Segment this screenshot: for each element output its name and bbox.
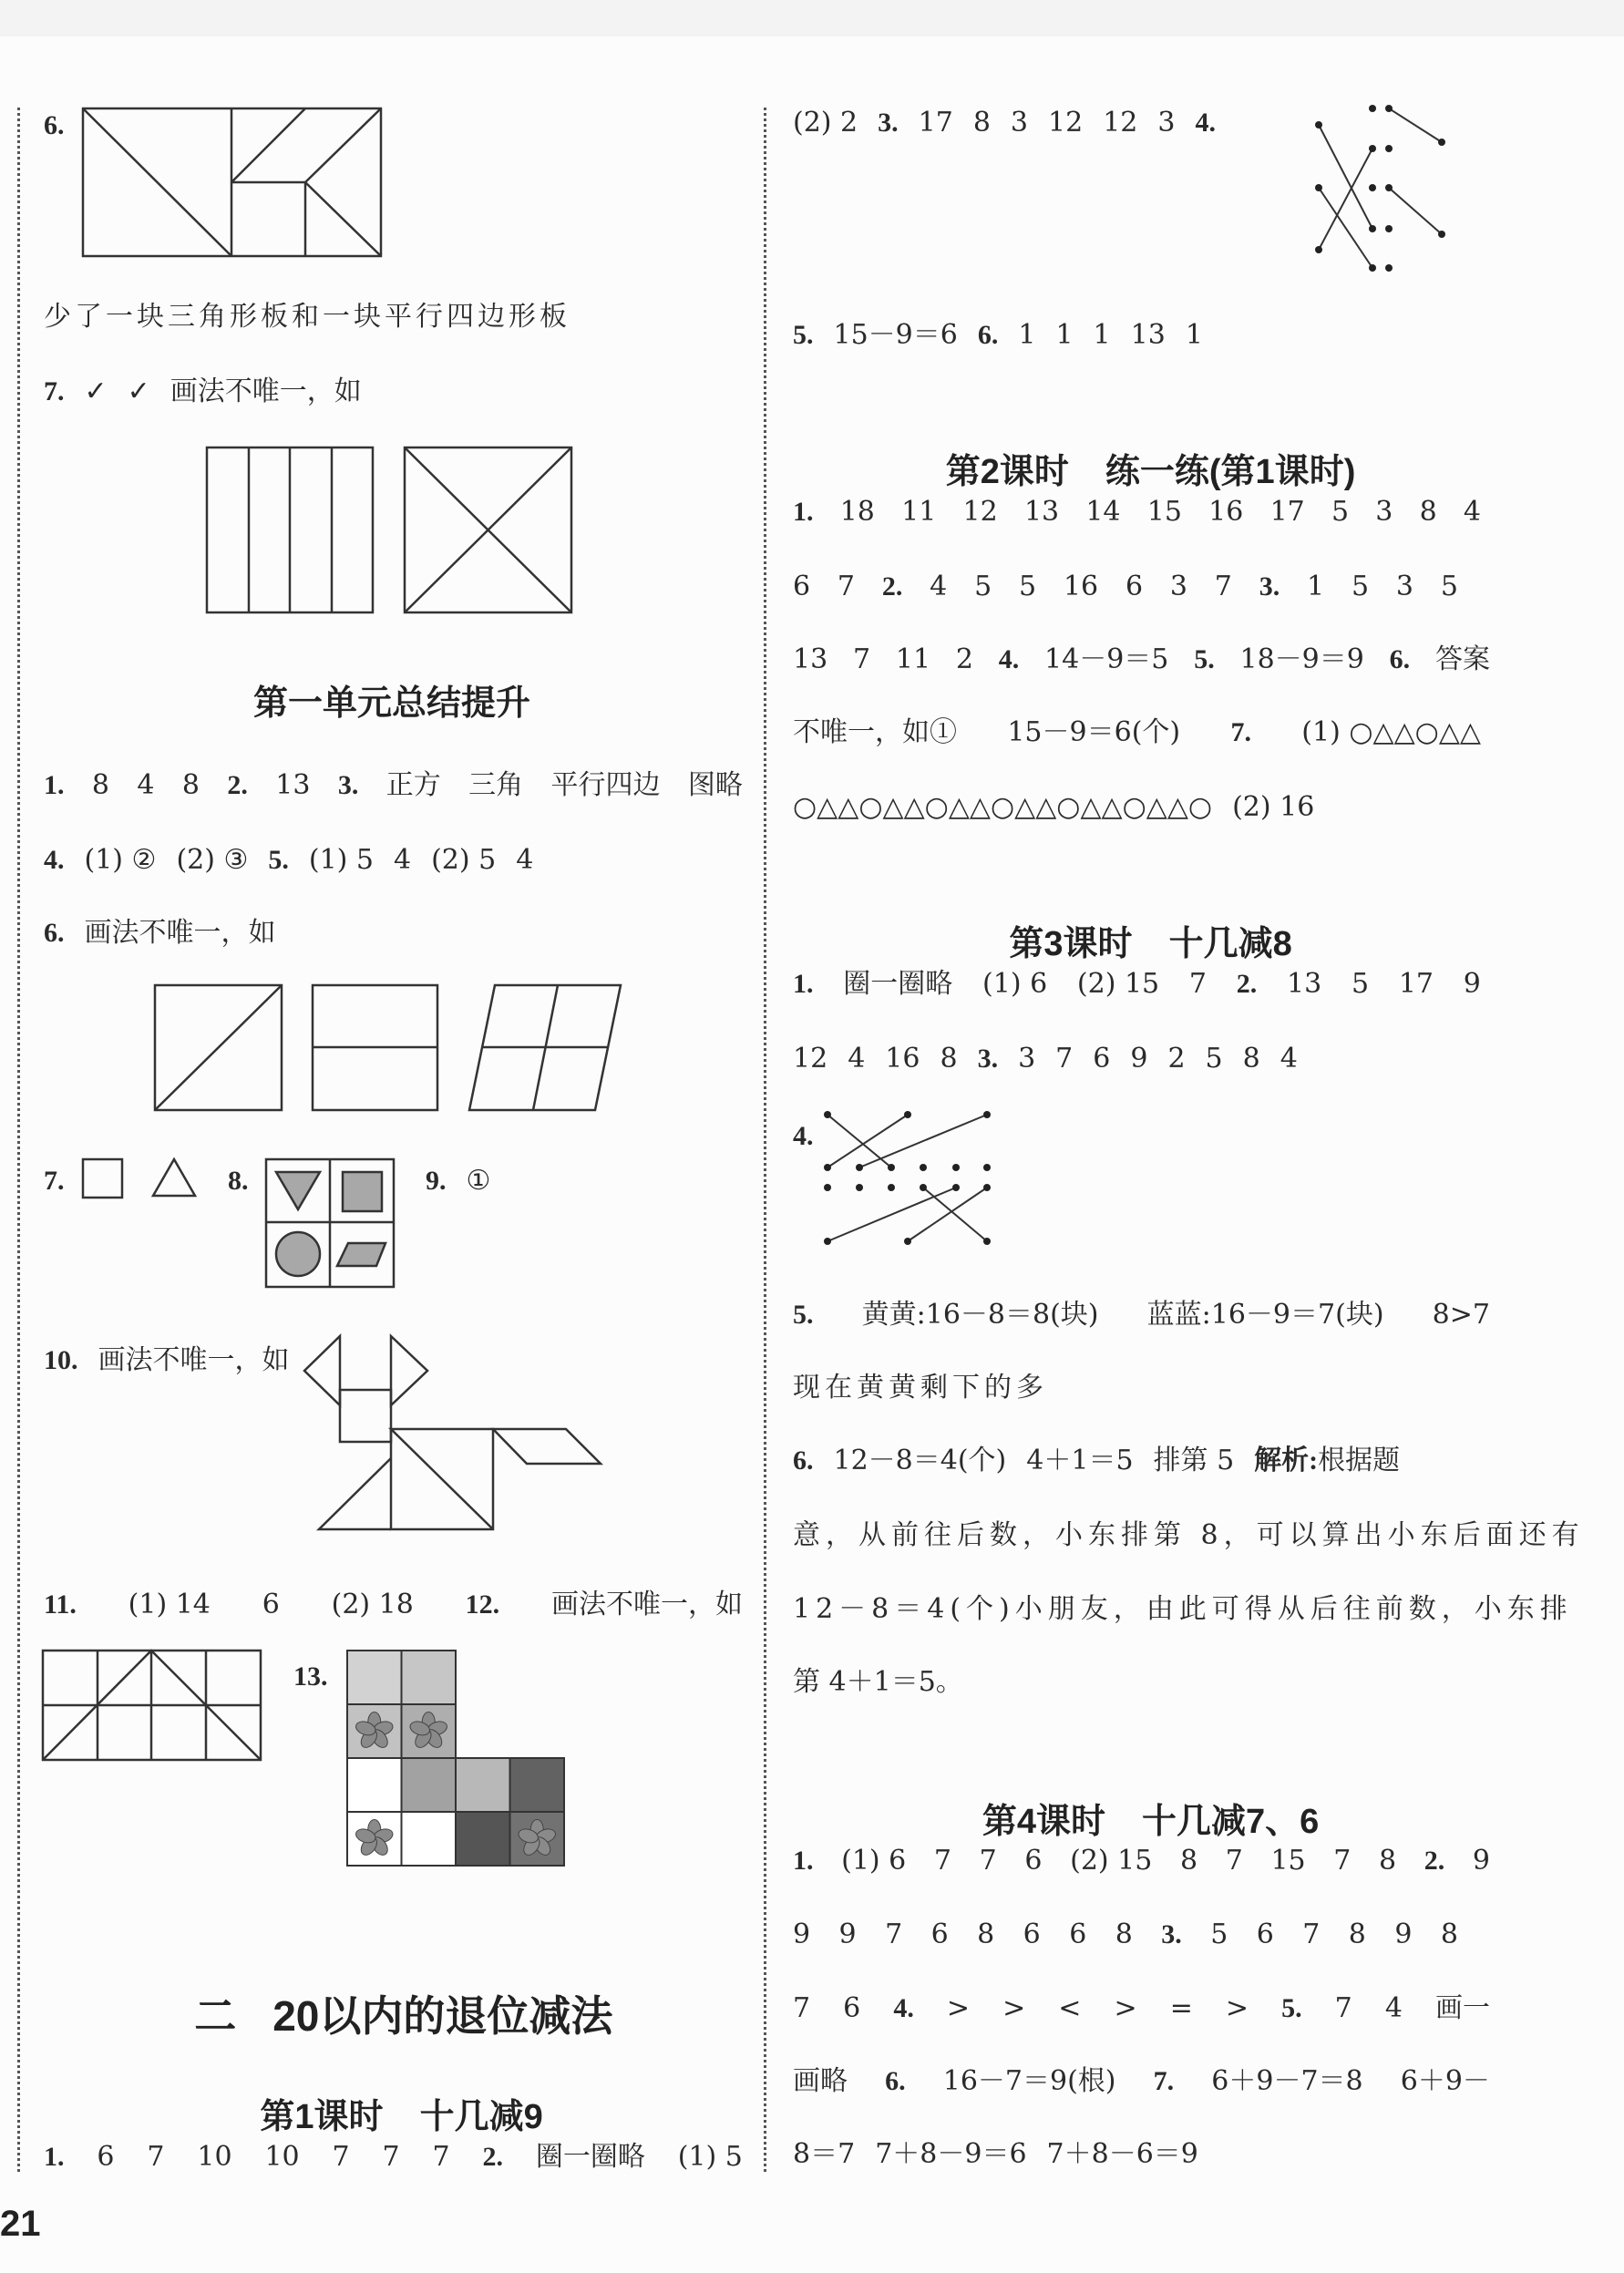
answer-token: 画法不唯一，如 <box>98 1344 290 1376</box>
question-number: 7. <box>1230 717 1251 747</box>
answer-token: 4 <box>1280 1043 1298 1075</box>
answer-token: 7 <box>432 2141 450 2173</box>
answer-token: 画一 <box>1434 1992 1490 2024</box>
answer-token: 3 <box>1395 571 1413 602</box>
dot <box>920 1164 927 1171</box>
unit-title: 20以内的退位减法 <box>272 1992 613 2040</box>
question-number: 5. <box>1281 1993 1302 2023</box>
question-number: 3. <box>977 1044 999 1074</box>
match-line <box>827 1115 908 1167</box>
answer-token: 6 <box>1093 1043 1111 1075</box>
answer-token: 15 <box>1146 496 1182 528</box>
grid-cell <box>456 1758 510 1812</box>
answer-token: 8 <box>1440 1918 1458 1950</box>
answer-token: 6 <box>793 571 811 602</box>
answer-token: ✓ <box>84 375 108 407</box>
question-number: 7. <box>1153 2066 1175 2096</box>
answer-token: 5 <box>1210 1918 1228 1950</box>
heading-unit1-summary: 第一单元总结提升 <box>252 684 531 723</box>
answer-token: 12 <box>793 1043 828 1075</box>
answer-token: 13 <box>793 643 828 675</box>
answer-token: (1) 14 <box>128 1589 211 1620</box>
answer-token: (1) 5 <box>677 2141 743 2173</box>
grid-cell <box>347 1651 402 1704</box>
question-number: 10. <box>44 1345 78 1375</box>
answer-token: 12－8＝4(个)小朋友，由此可得从后往前数，小东排 <box>793 1593 1573 1625</box>
question-number: 3. <box>337 770 359 800</box>
dot <box>824 1184 831 1191</box>
answer-token: 7 <box>852 643 871 675</box>
question-number: 6. <box>44 110 65 140</box>
answer-token: (2) ③ <box>176 844 249 876</box>
answer-token: 7 <box>1188 968 1207 1000</box>
lesson-title: 十几减8 <box>1168 925 1292 963</box>
dot <box>1385 105 1393 112</box>
dot <box>824 1164 831 1171</box>
dot <box>888 1184 895 1191</box>
answer-token: 14－9＝5 <box>1044 643 1169 675</box>
answer-token: 8 <box>940 1043 958 1075</box>
answer-token: 16 <box>885 1043 920 1075</box>
lesson-number: 第4课时 <box>982 1803 1105 1841</box>
dot <box>952 1164 960 1171</box>
answer-token: 7 <box>979 1845 997 1877</box>
answer-token: > <box>1114 1992 1137 2024</box>
square-diagonal-figure <box>155 985 282 1110</box>
question-number: 6. <box>977 320 999 350</box>
answer-token: (2) 18 <box>331 1589 414 1620</box>
answer-token: 第 4＋1＝5。 <box>793 1666 963 1698</box>
answer-token: 9 <box>1394 1918 1413 1950</box>
grid-cell <box>402 1758 457 1812</box>
answer-token: 7 <box>147 2141 165 2173</box>
question-number: 1. <box>44 770 65 800</box>
question-number: 1. <box>793 497 814 527</box>
dot <box>1315 184 1322 191</box>
answer-token: 9 <box>793 1918 811 1950</box>
answer-token: 12 <box>962 496 998 528</box>
answer-token: 画法不唯一，如 <box>170 375 362 407</box>
dot <box>824 1238 831 1245</box>
question-number: 解析: <box>1254 1445 1319 1476</box>
answer-token: 8＝7 <box>793 2138 856 2170</box>
answer-token: 9 <box>838 1918 857 1950</box>
question-number: 2. <box>227 770 248 800</box>
grid-cell <box>456 1812 510 1866</box>
answer-token: 8 <box>1179 1845 1198 1877</box>
match-line <box>1319 125 1372 229</box>
answer-token: 13 <box>1130 319 1166 351</box>
shape-grid-figure <box>266 1159 394 1287</box>
tangram-rectangle-figure <box>83 108 381 256</box>
question-number: 4. <box>44 845 65 875</box>
answer-token: 14 <box>1085 496 1121 528</box>
answer-token: > <box>946 1992 971 2024</box>
answer-token: 7＋8－6＝9 <box>1046 2138 1198 2170</box>
lesson-title: 练一练(第1课时) <box>1105 453 1356 491</box>
question-number: 7. <box>44 1166 65 1196</box>
square-icon <box>83 1159 122 1198</box>
lesson-number: 第3课时 <box>1009 925 1133 963</box>
answer-token: (1) 6 <box>982 968 1048 1000</box>
answer-token: > <box>1225 1992 1249 2024</box>
page-number: 21 <box>0 2204 41 2244</box>
answer-token: 15 <box>1270 1845 1306 1877</box>
answer-token: 17 <box>1269 496 1305 528</box>
question-number: 3. <box>878 108 899 138</box>
answer-token: 6 <box>930 1918 949 1950</box>
question-number: 7. <box>44 376 65 406</box>
answer-token: 1 <box>1307 571 1325 602</box>
answer-token: 7 <box>1334 1992 1352 2024</box>
answer-token: (2) 16 <box>1232 791 1315 823</box>
question-number: 2. <box>881 571 903 602</box>
question-number: 4. <box>998 644 1020 674</box>
dot <box>1385 264 1393 272</box>
answer-token: 7 <box>837 571 856 602</box>
question-number: 9. <box>426 1166 447 1196</box>
answer-token: 9 <box>1472 1845 1490 1877</box>
match-line <box>908 1188 987 1241</box>
answer-token: ○△△○△△○△△○△△○△△○△△○ <box>793 791 1213 823</box>
rectangle-halved-figure <box>313 985 437 1110</box>
answer-token: 3 <box>1018 1043 1036 1075</box>
answer-token: 4 <box>848 1043 866 1075</box>
question-number: 1. <box>793 1846 814 1876</box>
answer-token: 5 <box>1351 571 1370 602</box>
answer-token: 8 <box>972 107 991 139</box>
answer-token: 12 <box>1103 107 1138 139</box>
dot <box>856 1164 863 1171</box>
dot <box>856 1184 863 1191</box>
answer-token: 13 <box>1023 496 1060 528</box>
dot <box>983 1238 991 1245</box>
question-number: 6. <box>44 918 65 948</box>
question-number: 13. <box>293 1661 328 1692</box>
answer-token: (1) ○△△○△△ <box>1301 716 1481 748</box>
answer-token: 4 <box>394 844 412 876</box>
dot <box>983 1111 991 1118</box>
answer-token: 8 <box>181 769 200 801</box>
question-number: 11. <box>44 1589 77 1620</box>
answer-token: 4 <box>516 844 534 876</box>
answer-token: 8 <box>1242 1043 1260 1075</box>
answer-token: 16－7＝9(根) <box>942 2065 1116 2097</box>
answer-token: 6 <box>1125 571 1144 602</box>
answer-token: < <box>1058 1992 1082 2024</box>
question-number: 6. <box>885 2066 906 2096</box>
answer-token: 意，从前往后数，小东排第 8，可以算出小东后面还有 <box>793 1519 1585 1551</box>
answer-token: 8 <box>1348 1918 1366 1950</box>
answer-token: 7 <box>382 2141 400 2173</box>
answer-token: 6＋9－ <box>1400 2065 1490 2097</box>
dot <box>1385 184 1393 191</box>
lesson-title: 十几减7、6 <box>1141 1803 1320 1841</box>
dot <box>952 1184 960 1191</box>
answer-token: 画法不唯一，如 <box>84 917 276 949</box>
question-number: 3. <box>1161 1919 1182 1949</box>
question-number: 4. <box>893 1993 914 2023</box>
answer-token: 7 <box>933 1845 951 1877</box>
answer-token: 黄黄:16－8＝8(块) <box>861 1299 1099 1331</box>
answer-token: 11 <box>895 643 931 675</box>
answer-token: 8>7 <box>1432 1299 1490 1331</box>
dot <box>1438 231 1445 238</box>
answer-token: 7 <box>1225 1845 1243 1877</box>
dot <box>1438 139 1445 146</box>
answer-token: 6 <box>1024 1845 1043 1877</box>
answer-token: 17 <box>1398 968 1434 1000</box>
answer-token: 8 <box>91 769 109 801</box>
answer-token: 8 <box>977 1918 995 1950</box>
lesson-number: 第2课时 <box>945 453 1069 491</box>
answer-token: 答案 <box>1434 643 1490 675</box>
question-number: 5. <box>1194 644 1215 674</box>
answer-token: 现在黄黄剩下的多 <box>793 1372 1048 1404</box>
dot <box>904 1238 911 1245</box>
question-number: 5. <box>793 320 814 350</box>
answer-token: 12 <box>1048 107 1084 139</box>
answer-token: 7 <box>1302 1918 1321 1950</box>
answer-token: (2) 15 <box>1070 1845 1153 1877</box>
answer-token: 4＋1＝5 <box>1026 1445 1134 1476</box>
answer-token: 15－9＝6(个) <box>1007 716 1181 748</box>
dot <box>1369 145 1376 152</box>
answer-token: 3 <box>1157 107 1176 139</box>
answer-token: 12－8＝4(个) <box>833 1445 1007 1476</box>
parallelogram-quartered-figure <box>469 985 621 1110</box>
answer-token: 6＋9－7＝8 <box>1211 2065 1363 2097</box>
answer-token: 1 <box>1093 319 1111 351</box>
match-line <box>1389 108 1442 142</box>
answer-token: 9 <box>1463 968 1481 1000</box>
answer-token: 10 <box>264 2141 300 2173</box>
answer-token: 6 <box>262 1589 280 1620</box>
dot-matching-figure-1 <box>1315 105 1445 272</box>
question-number: 2. <box>1424 1846 1445 1876</box>
grid-cell <box>347 1758 402 1812</box>
question-number: 1. <box>44 2142 65 2172</box>
question-number: 12. <box>465 1589 500 1620</box>
answer-token: 2 <box>1167 1043 1186 1075</box>
answer-token: 3 <box>1375 496 1393 528</box>
lesson-number: 第1课时 <box>260 2098 384 2136</box>
answer-token: 7 <box>1333 1845 1352 1877</box>
answer-token: 16 <box>1063 571 1099 602</box>
dot <box>983 1164 991 1171</box>
answer-token: 11 <box>901 496 937 528</box>
answer-token: 8 <box>1115 1918 1133 1950</box>
answer-token: (1) 6 <box>841 1845 907 1877</box>
answer-token: 根据题 <box>1318 1445 1401 1476</box>
answer-token: 1 <box>1018 319 1036 351</box>
dot <box>983 1184 991 1191</box>
answer-token: 6 <box>1256 1918 1274 1950</box>
answer-token: 16 <box>1208 496 1244 528</box>
dot <box>1315 121 1322 129</box>
dot <box>1385 145 1393 152</box>
dot <box>1369 264 1376 272</box>
answer-token: 画法不唯一，如 <box>550 1589 743 1620</box>
dot <box>888 1164 895 1171</box>
answer-token: 15－9＝6 <box>833 319 958 351</box>
match-line <box>1389 188 1442 234</box>
answer-token: 1 <box>1055 319 1074 351</box>
match-line <box>827 1115 891 1167</box>
answer-token: 8 <box>1419 496 1437 528</box>
grid-triangle-figure <box>43 1651 261 1760</box>
answer-token: 9 <box>1130 1043 1148 1075</box>
answer-token: 18－9＝9 <box>1239 643 1364 675</box>
answer-token: 蓝蓝:16－9＝7(块) <box>1146 1299 1384 1331</box>
answer-token: 7 <box>1055 1043 1074 1075</box>
grid-cell <box>510 1758 565 1812</box>
answer-token: 8 <box>1379 1845 1397 1877</box>
dot <box>1385 225 1393 232</box>
answer-token: ✓ <box>127 375 150 407</box>
answer-token: 4 <box>930 571 948 602</box>
answer-token: 三角 <box>468 769 524 801</box>
answer-token: (2) 5 <box>431 844 497 876</box>
question-number: 6. <box>793 1445 814 1476</box>
unit-number: 二 <box>194 1992 237 2040</box>
answer-token: 正方 <box>385 769 441 801</box>
dot <box>1369 105 1376 112</box>
question-number: 4. <box>793 1121 814 1151</box>
answer-token: 少了一块三角形板和一块平行四边形板 <box>44 301 570 333</box>
dot <box>904 1111 911 1118</box>
answer-token: (2) 15 <box>1076 968 1160 1000</box>
answer-token: 3 <box>1010 107 1028 139</box>
question-number: 4. <box>1195 108 1216 138</box>
question-number: 2. <box>1236 969 1258 999</box>
question-number: 3. <box>1259 571 1280 602</box>
answer-token: 13 <box>275 769 311 801</box>
answer-token: ① <box>466 1165 491 1197</box>
answer-token: 6 <box>843 1992 861 2024</box>
answer-token: 18 <box>839 496 875 528</box>
answer-token: 10 <box>197 2141 232 2173</box>
answer-token: 5 <box>1351 968 1370 1000</box>
match-line <box>859 1115 987 1167</box>
answer-token: 3 <box>1169 571 1187 602</box>
answer-token: = <box>1169 1992 1193 2024</box>
answer-token: 6 <box>1023 1918 1041 1950</box>
answer-token: 7 <box>885 1918 903 1950</box>
question-number: 1. <box>793 969 814 999</box>
dot <box>920 1184 927 1191</box>
answer-token: 17 <box>918 107 953 139</box>
answer-token: 7＋8－9＝6 <box>875 2138 1027 2170</box>
dot-matching-figure-2 <box>824 1111 991 1245</box>
answer-token: 4 <box>1463 496 1481 528</box>
answer-token: 画略 <box>793 2065 848 2097</box>
grid-cell <box>402 1812 457 1866</box>
dot <box>1369 184 1376 191</box>
answer-token: (1) 5 <box>308 844 374 876</box>
dot <box>1369 225 1376 232</box>
answer-token: 2 <box>955 643 973 675</box>
answer-token: 图略 <box>687 769 743 801</box>
answer-token: 7 <box>332 2141 350 2173</box>
answer-token: 6 <box>1069 1918 1087 1950</box>
answer-token: 排第 5 <box>1153 1445 1235 1476</box>
answer-token: 1 <box>1185 319 1203 351</box>
answer-token: (2) 2 <box>793 107 858 139</box>
square-divided-diagonals-figure <box>405 447 571 612</box>
answer-token: 6 <box>97 2141 115 2173</box>
dot <box>824 1111 831 1118</box>
answer-token: 4 <box>1384 1992 1403 2024</box>
tangram-animal-figure <box>304 1336 601 1529</box>
answer-token: 5 <box>1205 1043 1223 1075</box>
square-divided-strips-figure <box>207 447 373 612</box>
question-number: 2. <box>482 2142 503 2172</box>
lesson-title: 十几减9 <box>419 2098 543 2136</box>
answer-token: 5 <box>1440 571 1458 602</box>
question-number: 6. <box>1389 644 1411 674</box>
answer-token: 不唯一，如① <box>793 716 957 748</box>
answer-token: 13 <box>1287 968 1322 1000</box>
triangle-icon <box>153 1159 195 1196</box>
answer-token: 5 <box>974 571 992 602</box>
match-line <box>827 1188 956 1241</box>
match-line <box>923 1188 987 1241</box>
answer-token: 5 <box>1331 496 1350 528</box>
answer-token: 7 <box>793 1992 811 2024</box>
question-number: 5. <box>268 845 289 875</box>
answer-token: 平行四边 <box>550 769 661 801</box>
answer-token: 7 <box>1214 571 1232 602</box>
answer-token: (1) ② <box>84 844 157 876</box>
dot <box>1315 246 1322 253</box>
answer-token: 4 <box>137 769 155 801</box>
flower-color-grid <box>347 1651 564 1866</box>
answer-token: 圈一圈略 <box>843 968 953 1000</box>
answer-token: > <box>1002 1992 1026 2024</box>
grid-cell <box>402 1651 457 1704</box>
question-number: 5. <box>793 1300 814 1330</box>
answer-token: 圈一圈略 <box>535 2141 645 2173</box>
question-number: 8. <box>228 1166 249 1196</box>
answer-token: 5 <box>1019 571 1037 602</box>
